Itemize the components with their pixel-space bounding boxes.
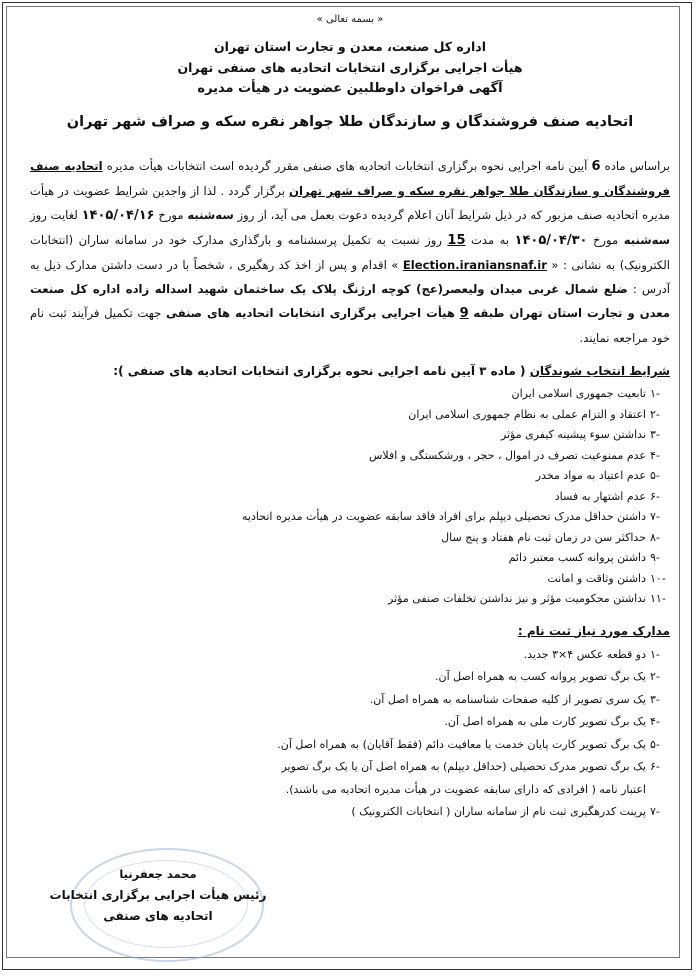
intro-text: جهت تکمیل فرآیند ثبت نام خود مراجعه نمایند. — [30, 306, 670, 345]
item-text: عدم اعتیاد به مواد مخدر — [535, 469, 646, 482]
intro-text: براساس ماده — [604, 159, 670, 173]
website-link[interactable]: Election.iraniansnaf.ir — [402, 258, 547, 272]
signatory-role-2: اتحادیه های صنفی — [103, 909, 213, 923]
item-text: نداشتن سوء پیشینه کیفری مؤثر — [500, 428, 646, 441]
list-item — [30, 711, 670, 734]
list-item — [30, 666, 670, 689]
intro-text: به مدت — [470, 233, 510, 247]
article-number: 6 — [591, 159, 601, 174]
end-day: سه‌شنبه — [623, 233, 671, 247]
item-text: تابعیت جمهوری اسلامی ایران — [511, 387, 646, 400]
item-text: یک برگ تصویر مدرک تحصیلی (حداقل دیپلم) به همراه اصل آن یا یک برگ تصویر اعتبار نامه ( افرادی که دارای سابقه عضویت در هیأت مدیره اتحادیه می باشند). — [281, 760, 646, 796]
intro-text: » اقدام و پس از اخذ کد رهگیری ، شخصاً با در دست داشتن مدارک ذیل به آدرس : — [30, 258, 671, 296]
signature-block — [28, 864, 288, 950]
list-item — [30, 689, 670, 712]
floor-number: 9 — [459, 306, 469, 321]
union-name-inline: اتحادیه صنف فروشندگان و سازندگان طلا جواهر نقره سکه و صراف شهر تهران — [30, 159, 670, 198]
list-item — [30, 425, 670, 446]
conditions-title-note: ( ماده ۳ آیین نامه اجرایی نحوه برگزاری انتخابات اتحادیه های صنفی ): — [113, 364, 526, 378]
item-text: داشتن وثاقت و امانت — [547, 571, 646, 585]
item-number: -۶ — [650, 489, 660, 503]
list-item — [30, 801, 670, 824]
documents-title-text: مدارک مورد نیاز ثبت نام : — [517, 623, 670, 638]
list-item — [30, 446, 670, 467]
item-number: -۳ — [650, 428, 660, 441]
conditions-list — [30, 384, 670, 610]
item-text: یک سری تصویر از کلیه صفحات شناسنامه به همراه اصل آن. — [369, 692, 646, 706]
list-item — [30, 405, 670, 426]
intro-text: آیین نامه اجرایی نحوه برگزاری انتخابات اتحادیه های صنفی مقرر گردیده است انتخابات هیأت مدیره — [106, 159, 588, 173]
conditions-title — [30, 364, 670, 378]
list-item — [30, 487, 670, 508]
basmala: « بسمه تعالی » — [316, 14, 384, 25]
list-item — [30, 548, 670, 569]
intro-text: مورخ — [158, 208, 184, 222]
item-text: حداکثر سن در زمان ثبت نام هفتاد و پنج سال — [441, 530, 646, 544]
item-number: -۷ — [650, 510, 660, 523]
item-number: -۵ — [650, 737, 660, 751]
item-number: -۱ — [650, 387, 660, 400]
item-text: نداشتن محکومیت مؤثر و نیز نداشتن تخلفات صنفی مؤثر — [388, 592, 646, 605]
intro-paragraph — [30, 154, 670, 350]
item-number: -۴ — [650, 448, 660, 462]
item-text: دو قطعه عکس ۴×۳ جدید. — [523, 647, 646, 661]
item-number: -۵ — [650, 469, 660, 482]
board-name: هیأت اجرایی برگزاری انتخابات اتحادیه های صنفی تهران — [177, 60, 523, 75]
signatory-name: محمد جعفرنیا — [119, 867, 197, 881]
item-number: -۸ — [650, 530, 660, 544]
address: ضلع شمال غربی میدان ولیعصر(عج) کوچه ارژنگ پلاک یک ساختمان شهید اسداله زاده اداره کل صنعت معدن و تجارت استان تهران طبقه — [30, 282, 671, 320]
board-inline: هیأت اجرایی برگزاری انتخابات اتحادیه های صنفی — [166, 306, 455, 320]
item-number: -۶ — [650, 760, 660, 773]
intro-text: لغایت روز — [30, 208, 78, 222]
item-number: -۹ — [650, 551, 660, 564]
conditions-title-main: شرایط انتخاب شوندگان — [529, 364, 670, 378]
documents-title — [30, 624, 670, 638]
item-number: -۱ — [650, 647, 660, 661]
list-item — [30, 528, 670, 549]
duration-days: 15 — [447, 233, 466, 248]
item-number: -۴ — [650, 715, 660, 728]
item-number: -۳ — [650, 692, 660, 706]
document-body — [30, 10, 670, 824]
union-name: اتحادیه صنف فروشندگان و سازندگان طلا جواهر نقره سکه و صراف شهر تهران — [66, 114, 634, 130]
item-text: پرینت کدرهگیری ثبت نام از سامانه ساران ( انتخابات الکترونیک ) — [351, 805, 646, 818]
item-text: یک برگ تصویر کارت ملی به همراه اصل آن. — [444, 715, 646, 728]
item-text: یک برگ تصویر پروانه کسب به همراه اصل آن. — [435, 670, 646, 683]
item-text: عدم اشتهار به فساد — [554, 489, 646, 503]
item-text: اعتقاد و التزام عملی به نظام جمهوری اسلامی ایران — [408, 407, 646, 421]
list-item — [30, 466, 670, 487]
list-item — [30, 644, 670, 667]
notice-title: آگهی فراخوان داوطلبین عضویت در هیأت مدیره — [197, 81, 503, 96]
organization-name: اداره کل صنعت، معدن و تجارت استان تهران — [214, 39, 486, 54]
list-item — [30, 756, 670, 801]
signatory-role: رئیس هیأت اجرایی برگزاری انتخابات — [49, 888, 267, 902]
start-day: سه‌شنبه — [187, 208, 234, 222]
intro-text: روز نسبت به تکمیل پرسشنامه و بارگذاری مدارک خود در سامانه ساران (انتخابات الکترونیک) به نشانی : « — [30, 233, 671, 272]
item-number: -۲ — [650, 670, 660, 683]
item-number: -۱۰ — [650, 571, 666, 585]
list-item — [30, 734, 670, 757]
intro-text: مورخ — [592, 233, 619, 247]
item-text: داشتن پروانه کسب معتبر دائم — [508, 551, 646, 564]
list-item — [30, 569, 670, 590]
start-date: ۱۴۰۵/۰۴/۱۶ — [81, 208, 155, 223]
item-text: عدم ممنوعیت تصرف در اموال ، حجر ، ورشکستگی و افلاس — [369, 448, 646, 462]
list-item — [30, 589, 670, 610]
list-item — [30, 384, 670, 405]
list-item — [30, 507, 670, 528]
item-number: -۷ — [650, 805, 660, 818]
item-text: یک برگ تصویر کارت پایان خدمت یا معافیت دائم (فقط آقایان) به همراه اصل آن. — [277, 737, 646, 751]
item-text: داشتن حداقل مدرک تحصیلی دیپلم برای افراد فاقد سابقه عضویت در هیأت مدیره اتحادیه — [242, 510, 646, 523]
end-date: ۱۴۰۵/۰۴/۳۰ — [514, 233, 588, 248]
intro-text: برگزار گردد . لذا از واجدین شرایط عضویت در هیأت مدیره اتحادیه صنف مزبور که در ذیل شرایط آنان اعلام گردیده دعوت بعمل می آید، از روز — [30, 184, 670, 222]
documents-list — [30, 644, 670, 824]
item-number: -۲ — [650, 407, 660, 421]
item-number: -۱۱ — [650, 592, 666, 605]
